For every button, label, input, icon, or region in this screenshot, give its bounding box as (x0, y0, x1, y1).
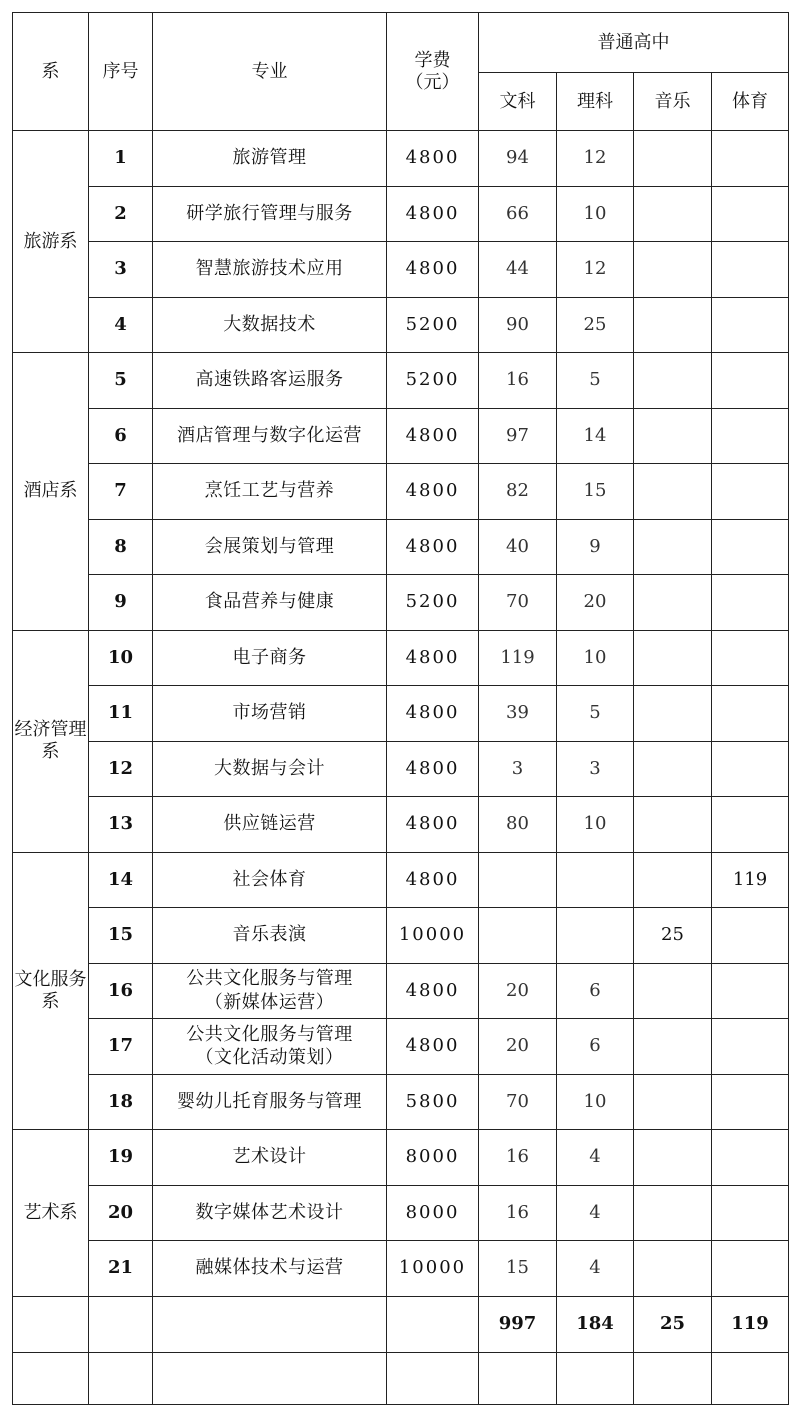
major-line1: 公共文化服务与管理 (186, 968, 353, 990)
seq-cell: 11 (89, 686, 153, 742)
sport-cell (712, 1019, 789, 1075)
major-cell: 食品营养与健康 (153, 575, 387, 631)
music-cell (634, 1130, 712, 1186)
like-cell: 5 (557, 686, 634, 742)
blank-cell (479, 1352, 557, 1404)
table-row (13, 741, 789, 797)
like-cell: 10 (557, 630, 634, 686)
major-cell: 供应链运营 (153, 797, 387, 853)
like-cell: 12 (557, 131, 634, 187)
seq-cell: 19 (89, 1130, 153, 1186)
wenke-cell: 97 (479, 408, 557, 464)
blank-row (13, 1352, 789, 1404)
header-music: 音乐 (634, 73, 712, 131)
major-cell: 融媒体技术与运营 (153, 1241, 387, 1297)
sport-cell (712, 797, 789, 853)
wenke-cell: 82 (479, 464, 557, 520)
music-cell (634, 464, 712, 520)
fee-cell: 8000 (387, 1185, 479, 1241)
sport-cell (712, 1074, 789, 1130)
music-cell (634, 186, 712, 242)
fee-cell: 4800 (387, 131, 479, 187)
music-cell (634, 686, 712, 742)
wenke-cell: 16 (479, 353, 557, 409)
like-cell: 4 (557, 1241, 634, 1297)
major-cell: 婴幼儿托育服务与管理 (153, 1074, 387, 1130)
music-cell: 25 (634, 908, 712, 964)
table-row (13, 242, 789, 298)
fee-cell: 5200 (387, 575, 479, 631)
total-empty (13, 1296, 89, 1352)
sport-cell (712, 1241, 789, 1297)
music-cell (634, 1074, 712, 1130)
blank-cell (89, 1352, 153, 1404)
fee-cell: 4800 (387, 686, 479, 742)
wenke-cell (479, 908, 557, 964)
major-cell: 研学旅行管理与服务 (153, 186, 387, 242)
major-cell: 会展策划与管理 (153, 519, 387, 575)
table-body (13, 131, 789, 1297)
wenke-cell: 20 (479, 963, 557, 1019)
music-cell (634, 963, 712, 1019)
major-cell: 烹饪工艺与营养 (153, 464, 387, 520)
seq-cell: 6 (89, 408, 153, 464)
enrollment-table (12, 12, 789, 1405)
major-cell: 市场营销 (153, 686, 387, 742)
blank-cell (13, 1352, 89, 1404)
music-cell (634, 852, 712, 908)
wenke-cell: 66 (479, 186, 557, 242)
seq-cell: 17 (89, 1019, 153, 1075)
fee-cell: 10000 (387, 1241, 479, 1297)
major-cell: 智慧旅游技术应用 (153, 242, 387, 298)
like-cell: 20 (557, 575, 634, 631)
wenke-cell: 80 (479, 797, 557, 853)
wenke-cell: 39 (479, 686, 557, 742)
sport-cell (712, 575, 789, 631)
wenke-cell: 16 (479, 1185, 557, 1241)
sport-cell (712, 242, 789, 298)
fee-cell: 4800 (387, 630, 479, 686)
music-cell (634, 131, 712, 187)
total-wenke: 997 (479, 1296, 557, 1352)
table-row (13, 686, 789, 742)
table-row (13, 1074, 789, 1130)
music-cell (634, 797, 712, 853)
music-cell (634, 408, 712, 464)
like-cell: 15 (557, 464, 634, 520)
fee-cell: 4800 (387, 741, 479, 797)
table-row (13, 1130, 789, 1186)
music-cell (634, 1185, 712, 1241)
table-row (13, 408, 789, 464)
music-cell (634, 630, 712, 686)
sport-cell: 119 (712, 852, 789, 908)
seq-cell: 4 (89, 297, 153, 353)
dept-cell: 旅游系 (13, 131, 89, 353)
sport-cell (712, 297, 789, 353)
header-major: 专业 (153, 13, 387, 131)
table-row (13, 852, 789, 908)
seq-cell: 9 (89, 575, 153, 631)
seq-cell: 2 (89, 186, 153, 242)
music-cell (634, 519, 712, 575)
music-cell (634, 1241, 712, 1297)
fee-cell: 4800 (387, 519, 479, 575)
total-music: 25 (634, 1296, 712, 1352)
wenke-cell: 70 (479, 575, 557, 631)
header-like: 理科 (557, 73, 634, 131)
table-row (13, 297, 789, 353)
seq-cell: 14 (89, 852, 153, 908)
sport-cell (712, 131, 789, 187)
major-cell: 大数据与会计 (153, 741, 387, 797)
fee-cell: 4800 (387, 963, 479, 1019)
blank-cell (634, 1352, 712, 1404)
major-cell (153, 963, 387, 1019)
like-cell: 9 (557, 519, 634, 575)
like-cell: 25 (557, 297, 634, 353)
wenke-cell: 15 (479, 1241, 557, 1297)
major-cell: 酒店管理与数字化运营 (153, 408, 387, 464)
major-line2: （文化活动策划） (195, 1047, 344, 1069)
like-cell: 14 (557, 408, 634, 464)
like-cell: 4 (557, 1185, 634, 1241)
major-cell: 高速铁路客运服务 (153, 353, 387, 409)
wenke-cell (479, 852, 557, 908)
fee-cell: 4800 (387, 464, 479, 520)
like-cell (557, 908, 634, 964)
wenke-cell: 119 (479, 630, 557, 686)
like-cell (557, 852, 634, 908)
dept-cell: 艺术系 (13, 1130, 89, 1297)
header-fee-line2: （元） (405, 71, 460, 93)
sport-cell (712, 686, 789, 742)
like-cell: 5 (557, 353, 634, 409)
sport-cell (712, 353, 789, 409)
like-cell: 6 (557, 1019, 634, 1075)
table-row (13, 1019, 789, 1075)
sport-cell (712, 1185, 789, 1241)
seq-cell: 3 (89, 242, 153, 298)
header-dept: 系 (13, 13, 89, 131)
music-cell (634, 741, 712, 797)
major-cell: 社会体育 (153, 852, 387, 908)
like-cell: 3 (557, 741, 634, 797)
sport-cell (712, 1130, 789, 1186)
major-line1: 公共文化服务与管理 (186, 1023, 353, 1045)
seq-cell: 13 (89, 797, 153, 853)
header-seq: 序号 (89, 13, 153, 131)
seq-cell: 21 (89, 1241, 153, 1297)
sport-cell (712, 963, 789, 1019)
major-line2: （新媒体运营） (204, 991, 335, 1013)
wenke-cell: 44 (479, 242, 557, 298)
seq-cell: 7 (89, 464, 153, 520)
table-row (13, 519, 789, 575)
seq-cell: 1 (89, 131, 153, 187)
music-cell (634, 297, 712, 353)
total-sport: 119 (712, 1296, 789, 1352)
like-cell: 4 (557, 1130, 634, 1186)
blank-cell (153, 1352, 387, 1404)
sport-cell (712, 408, 789, 464)
wenke-cell: 20 (479, 1019, 557, 1075)
seq-cell: 12 (89, 741, 153, 797)
table-row (13, 963, 789, 1019)
table-row (13, 1241, 789, 1297)
header-fee-line1: 学费 (414, 49, 451, 71)
total-empty (153, 1296, 387, 1352)
seq-cell: 15 (89, 908, 153, 964)
sport-cell (712, 464, 789, 520)
major-cell: 艺术设计 (153, 1130, 387, 1186)
seq-cell: 8 (89, 519, 153, 575)
sport-cell (712, 630, 789, 686)
major-cell: 数字媒体艺术设计 (153, 1185, 387, 1241)
like-cell: 10 (557, 1074, 634, 1130)
major-cell: 旅游管理 (153, 131, 387, 187)
fee-cell: 8000 (387, 1130, 479, 1186)
music-cell (634, 575, 712, 631)
music-cell (634, 1019, 712, 1075)
major-cell (153, 1019, 387, 1075)
total-empty (89, 1296, 153, 1352)
table-row (13, 186, 789, 242)
dept-cell: 经济管理系 (13, 630, 89, 852)
fee-cell: 10000 (387, 908, 479, 964)
like-cell: 6 (557, 963, 634, 1019)
table-row (13, 131, 789, 187)
seq-cell: 18 (89, 1074, 153, 1130)
major-cell: 电子商务 (153, 630, 387, 686)
sport-cell (712, 519, 789, 575)
fee-cell: 5200 (387, 297, 479, 353)
fee-cell: 4800 (387, 797, 479, 853)
header-fee (387, 13, 479, 131)
total-row (13, 1296, 789, 1352)
dept-cell: 酒店系 (13, 353, 89, 631)
like-cell: 12 (557, 242, 634, 298)
total-empty (387, 1296, 479, 1352)
table-row (13, 797, 789, 853)
fee-cell: 4800 (387, 852, 479, 908)
wenke-cell: 70 (479, 1074, 557, 1130)
header-wenke: 文科 (479, 73, 557, 131)
music-cell (634, 353, 712, 409)
blank-cell (387, 1352, 479, 1404)
wenke-cell: 16 (479, 1130, 557, 1186)
like-cell: 10 (557, 186, 634, 242)
seq-cell: 5 (89, 353, 153, 409)
blank-cell (712, 1352, 789, 1404)
table-row (13, 630, 789, 686)
header-group: 普通高中 (479, 13, 789, 73)
wenke-cell: 90 (479, 297, 557, 353)
wenke-cell: 94 (479, 131, 557, 187)
sport-cell (712, 908, 789, 964)
fee-cell: 4800 (387, 242, 479, 298)
major-cell: 音乐表演 (153, 908, 387, 964)
table-row (13, 1185, 789, 1241)
fee-cell: 4800 (387, 186, 479, 242)
fee-cell: 4800 (387, 408, 479, 464)
blank-cell (557, 1352, 634, 1404)
sport-cell (712, 741, 789, 797)
sport-cell (712, 186, 789, 242)
dept-cell: 文化服务系 (13, 852, 89, 1130)
seq-cell: 20 (89, 1185, 153, 1241)
seq-cell: 10 (89, 630, 153, 686)
table-row (13, 575, 789, 631)
table-row (13, 908, 789, 964)
wenke-cell: 40 (479, 519, 557, 575)
music-cell (634, 242, 712, 298)
fee-cell: 5800 (387, 1074, 479, 1130)
table-row (13, 353, 789, 409)
fee-cell: 4800 (387, 1019, 479, 1075)
seq-cell: 16 (89, 963, 153, 1019)
total-like: 184 (557, 1296, 634, 1352)
like-cell: 10 (557, 797, 634, 853)
fee-cell: 5200 (387, 353, 479, 409)
wenke-cell: 3 (479, 741, 557, 797)
major-cell: 大数据技术 (153, 297, 387, 353)
table-row (13, 464, 789, 520)
header-sport: 体育 (712, 73, 789, 131)
